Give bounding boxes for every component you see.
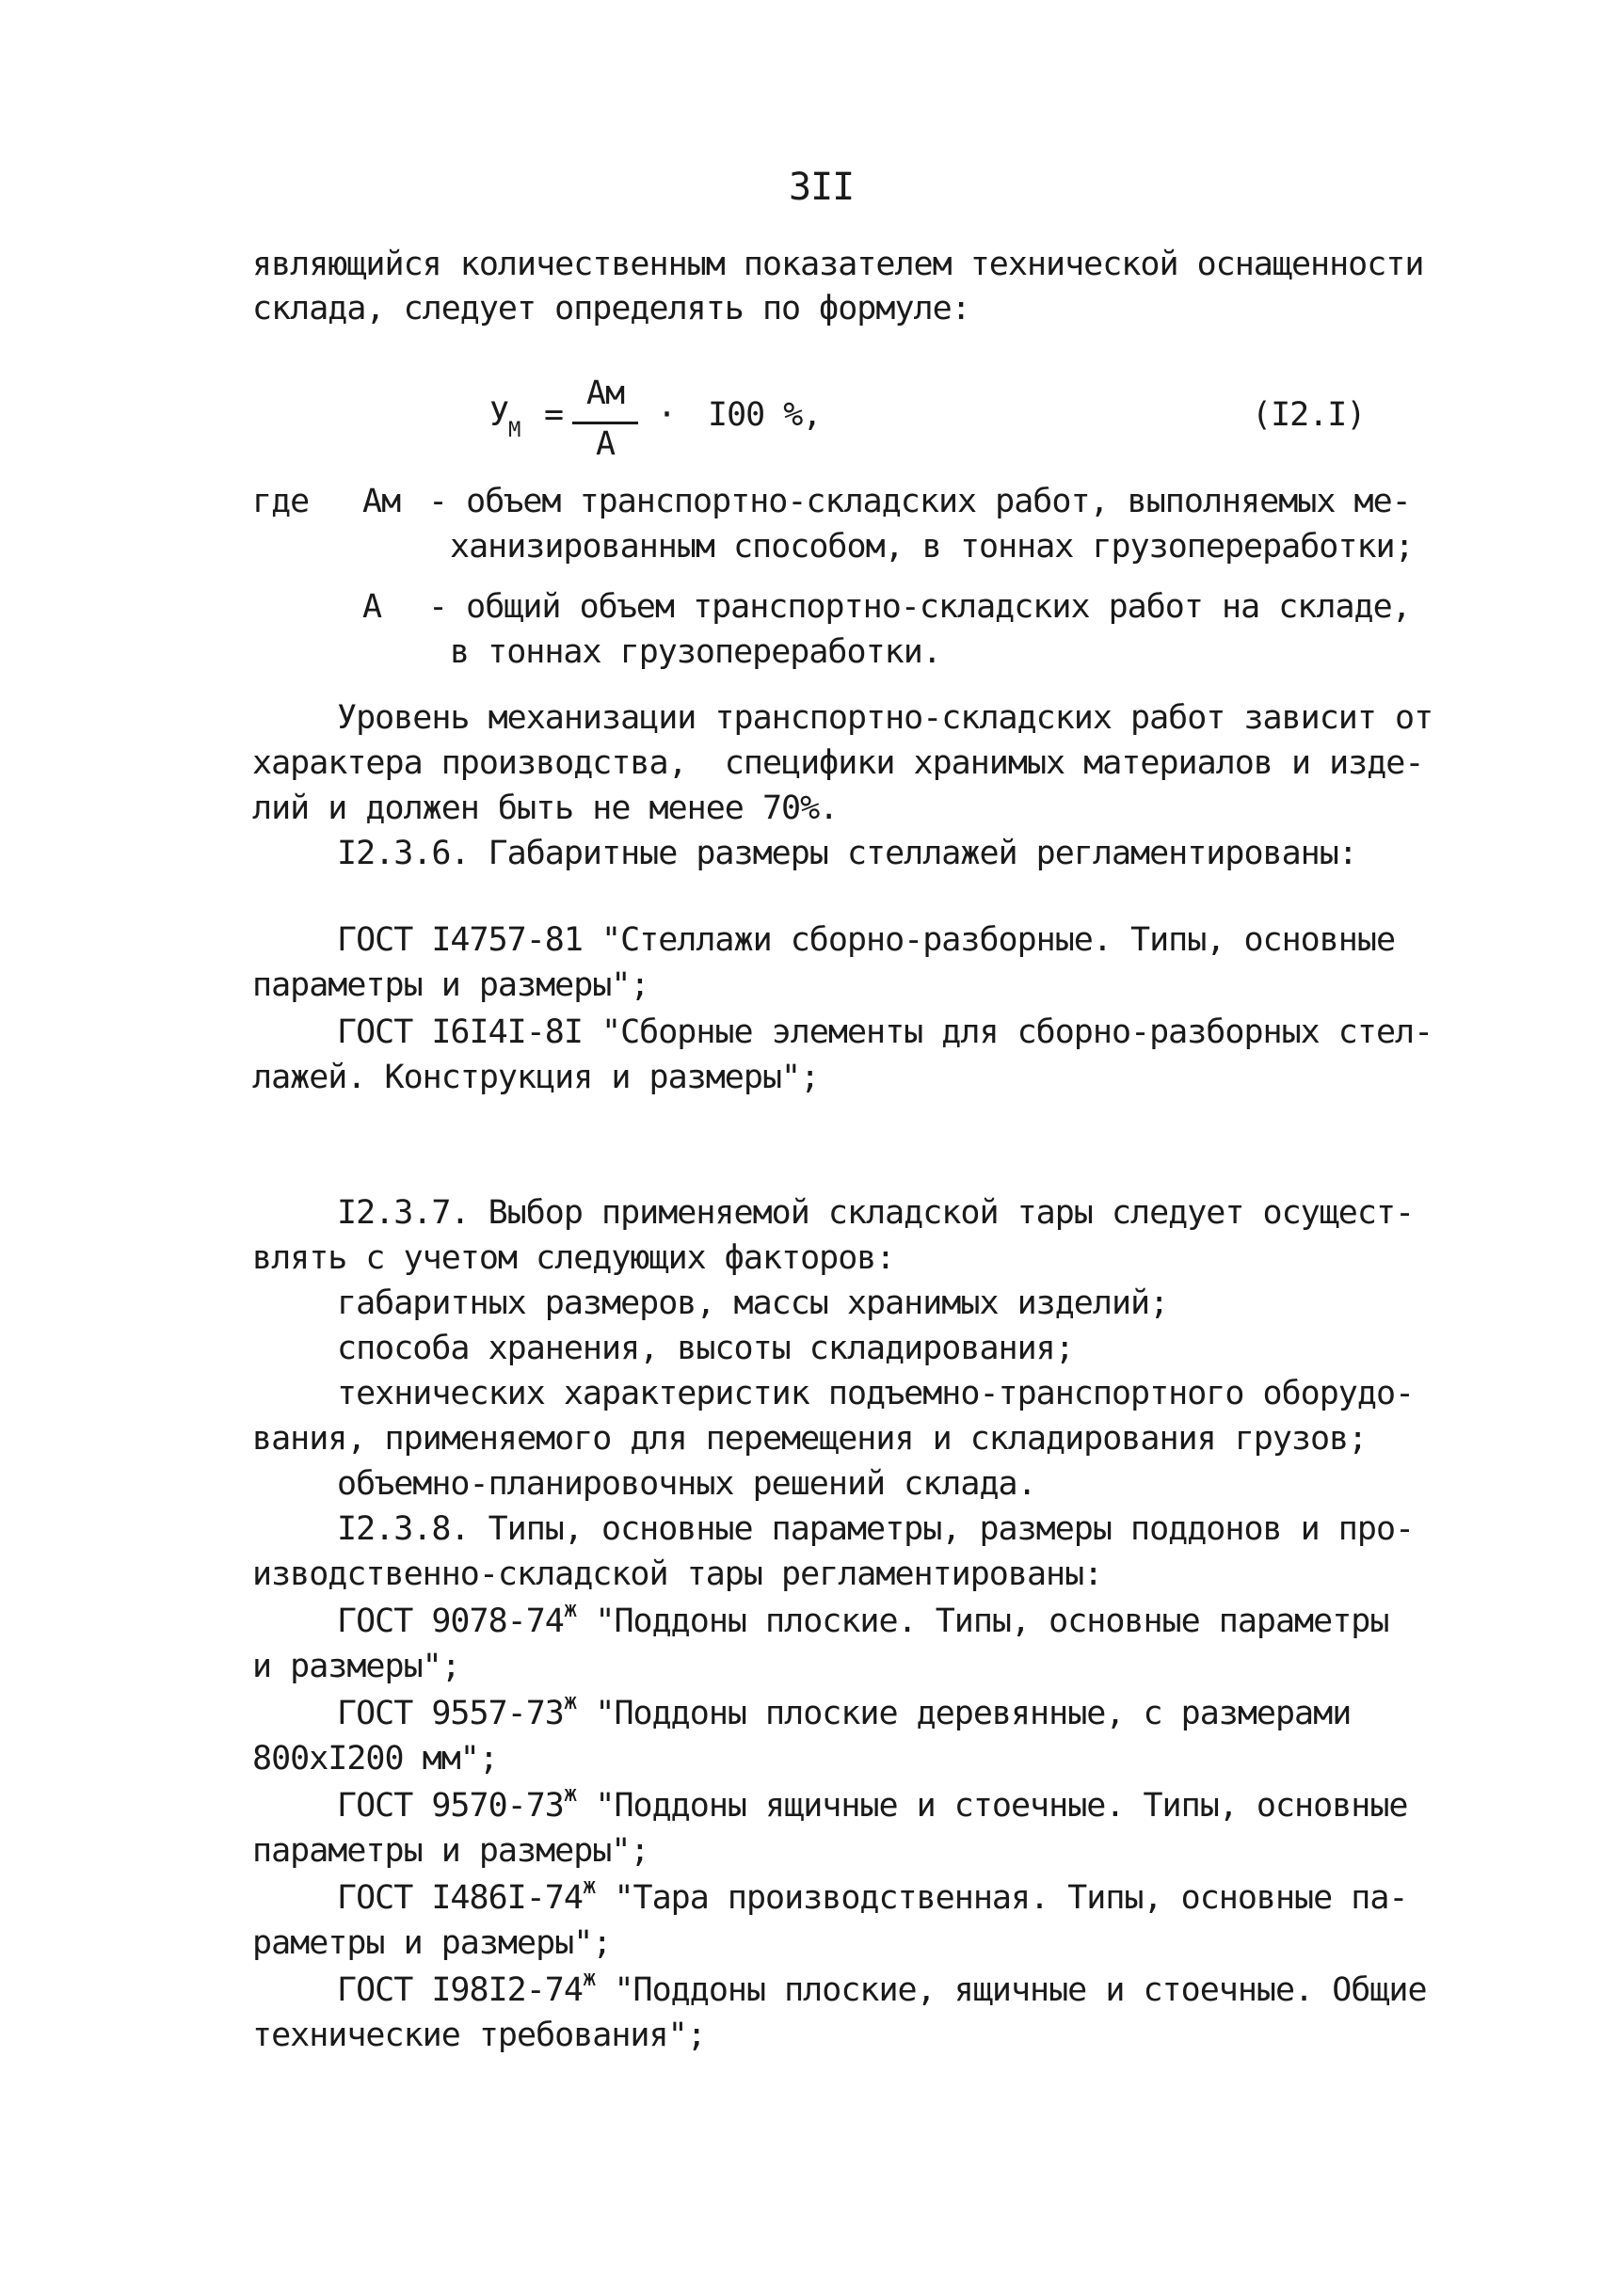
mech-line-1: Уровень механизации транспортно-складских работ зависит от — [337, 699, 1433, 737]
formula-numerator: Ам — [585, 375, 625, 412]
gost-19812-line-1 — [337, 1965, 1427, 2012]
term-am: Ам — [362, 483, 401, 520]
gost-19812-line-2: технические требования"; — [252, 2017, 706, 2054]
gost-code: ГОСТ 9557-73 — [337, 1695, 564, 1732]
gost-9570-line-2: параметры и размеры"; — [252, 1832, 649, 1870]
gost-9557-line-1 — [337, 1688, 1352, 1735]
gost-code: ГОСТ I98I2-74 — [337, 1971, 583, 2009]
formula-denominator: А — [595, 425, 616, 463]
gost-title: "Поддоны плоские деревянные, с размерами — [576, 1695, 1352, 1732]
gost-9570-line-1 — [337, 1780, 1408, 1827]
s1236-gost1-line-2: параметры и размеры"; — [252, 966, 649, 1004]
def-a-line-2: в тоннах грузопереработки. — [450, 633, 941, 671]
gost-code: ГОСТ I486I-74 — [337, 1879, 583, 1917]
gost-14861-line-2: раметры и размеры"; — [252, 1924, 612, 1962]
gost-9557-line-2: 800хI200 мм"; — [252, 1740, 498, 1778]
s1236-heading: I2.3.6. Габаритные размеры стеллажей регламентированы: — [337, 835, 1357, 872]
gost-title: "Поддоны ящичные и стоечные. Типы, основные — [576, 1787, 1408, 1825]
formula-times: · — [657, 396, 677, 434]
fraction-bar — [572, 422, 638, 424]
intro-line-1: являющийся количественным показателем технической оснащенности — [252, 246, 1424, 283]
gost-title: "Тара производственная. Типы, основные па- — [595, 1879, 1408, 1917]
revision-mark: ж — [563, 1596, 577, 1622]
s1237-factor-1: габаритных размеров, массы хранимых изделий; — [337, 1284, 1169, 1322]
def-am-line-1: - объем транспортно-складских работ, выполняемых ме- — [428, 483, 1411, 520]
s1237-line-1: I2.3.7. Выбор применяемой складской тары следует осущест- — [337, 1194, 1415, 1232]
revision-mark: ж — [563, 1780, 577, 1807]
s1236-gost1-line-1: ГОСТ I4757-81 "Стеллажи сборно-разборные. Типы, основные — [337, 921, 1396, 959]
revision-mark: ж — [582, 1873, 596, 1899]
term-a: А — [362, 588, 382, 626]
s1237-line-2: влять с учетом следующих факторов: — [252, 1239, 895, 1277]
gost-14861-line-1 — [337, 1873, 1408, 1920]
revision-mark: ж — [582, 1965, 596, 1991]
s1237-factor-3-line-1: технических характеристик подъемно-транспортного оборудо- — [337, 1375, 1415, 1412]
gost-9078-line-1 — [337, 1596, 1389, 1643]
revision-mark: ж — [563, 1688, 577, 1714]
intro-line-2: склада, следует определять по формуле: — [252, 290, 970, 327]
formula-rhs: I00 %, — [708, 396, 822, 434]
s1238-line-1: I2.3.8. Типы, основные параметры, размеры поддонов и про- — [337, 1510, 1415, 1548]
formula-lhs-subscript: М — [508, 419, 520, 442]
formula-lhs — [489, 393, 520, 442]
def-a-line-1: - общий объем транспортно-складских работ на складе, — [428, 588, 1411, 626]
s1237-factor-3-line-2: вания, применяемого для перемещения и складирования грузов; — [252, 1420, 1368, 1458]
s1237-factor-2: способа хранения, высоты складирования; — [337, 1330, 1074, 1367]
s1237-factor-4: объемно-планировочных решений склада. — [337, 1465, 1036, 1503]
mech-line-3: лий и должен быть не менее 70%. — [252, 789, 839, 827]
gost-code: ГОСТ 9078-74 — [337, 1602, 564, 1640]
formula-equals: = — [544, 396, 564, 434]
s1236-gost2-line-2: лажей. Конструкция и размеры"; — [252, 1059, 820, 1096]
formula-lhs-symbol: У — [489, 396, 509, 434]
where-label: где — [252, 483, 310, 520]
s1236-gost2-line-1: ГОСТ I6I4I-8I "Сборные элементы для сборно-разборных стел- — [337, 1013, 1433, 1051]
page-number: 3II — [789, 166, 855, 209]
formula-number: (I2.I) — [1252, 396, 1366, 434]
def-am-line-2: ханизированным способом, в тоннах грузопереработки; — [450, 528, 1414, 566]
s1238-line-2: изводственно-складской тары регламентированы: — [252, 1555, 1103, 1593]
gost-title: "Поддоны плоские. Типы, основные параметры — [576, 1602, 1389, 1640]
gost-9078-line-2: и размеры"; — [252, 1648, 460, 1685]
gost-code: ГОСТ 9570-73 — [337, 1787, 564, 1825]
gost-title: "Поддоны плоские, ящичные и стоечные. Общие — [595, 1971, 1427, 2009]
mech-line-2: характера производства, специфики хранимых материалов и изде- — [252, 744, 1424, 782]
